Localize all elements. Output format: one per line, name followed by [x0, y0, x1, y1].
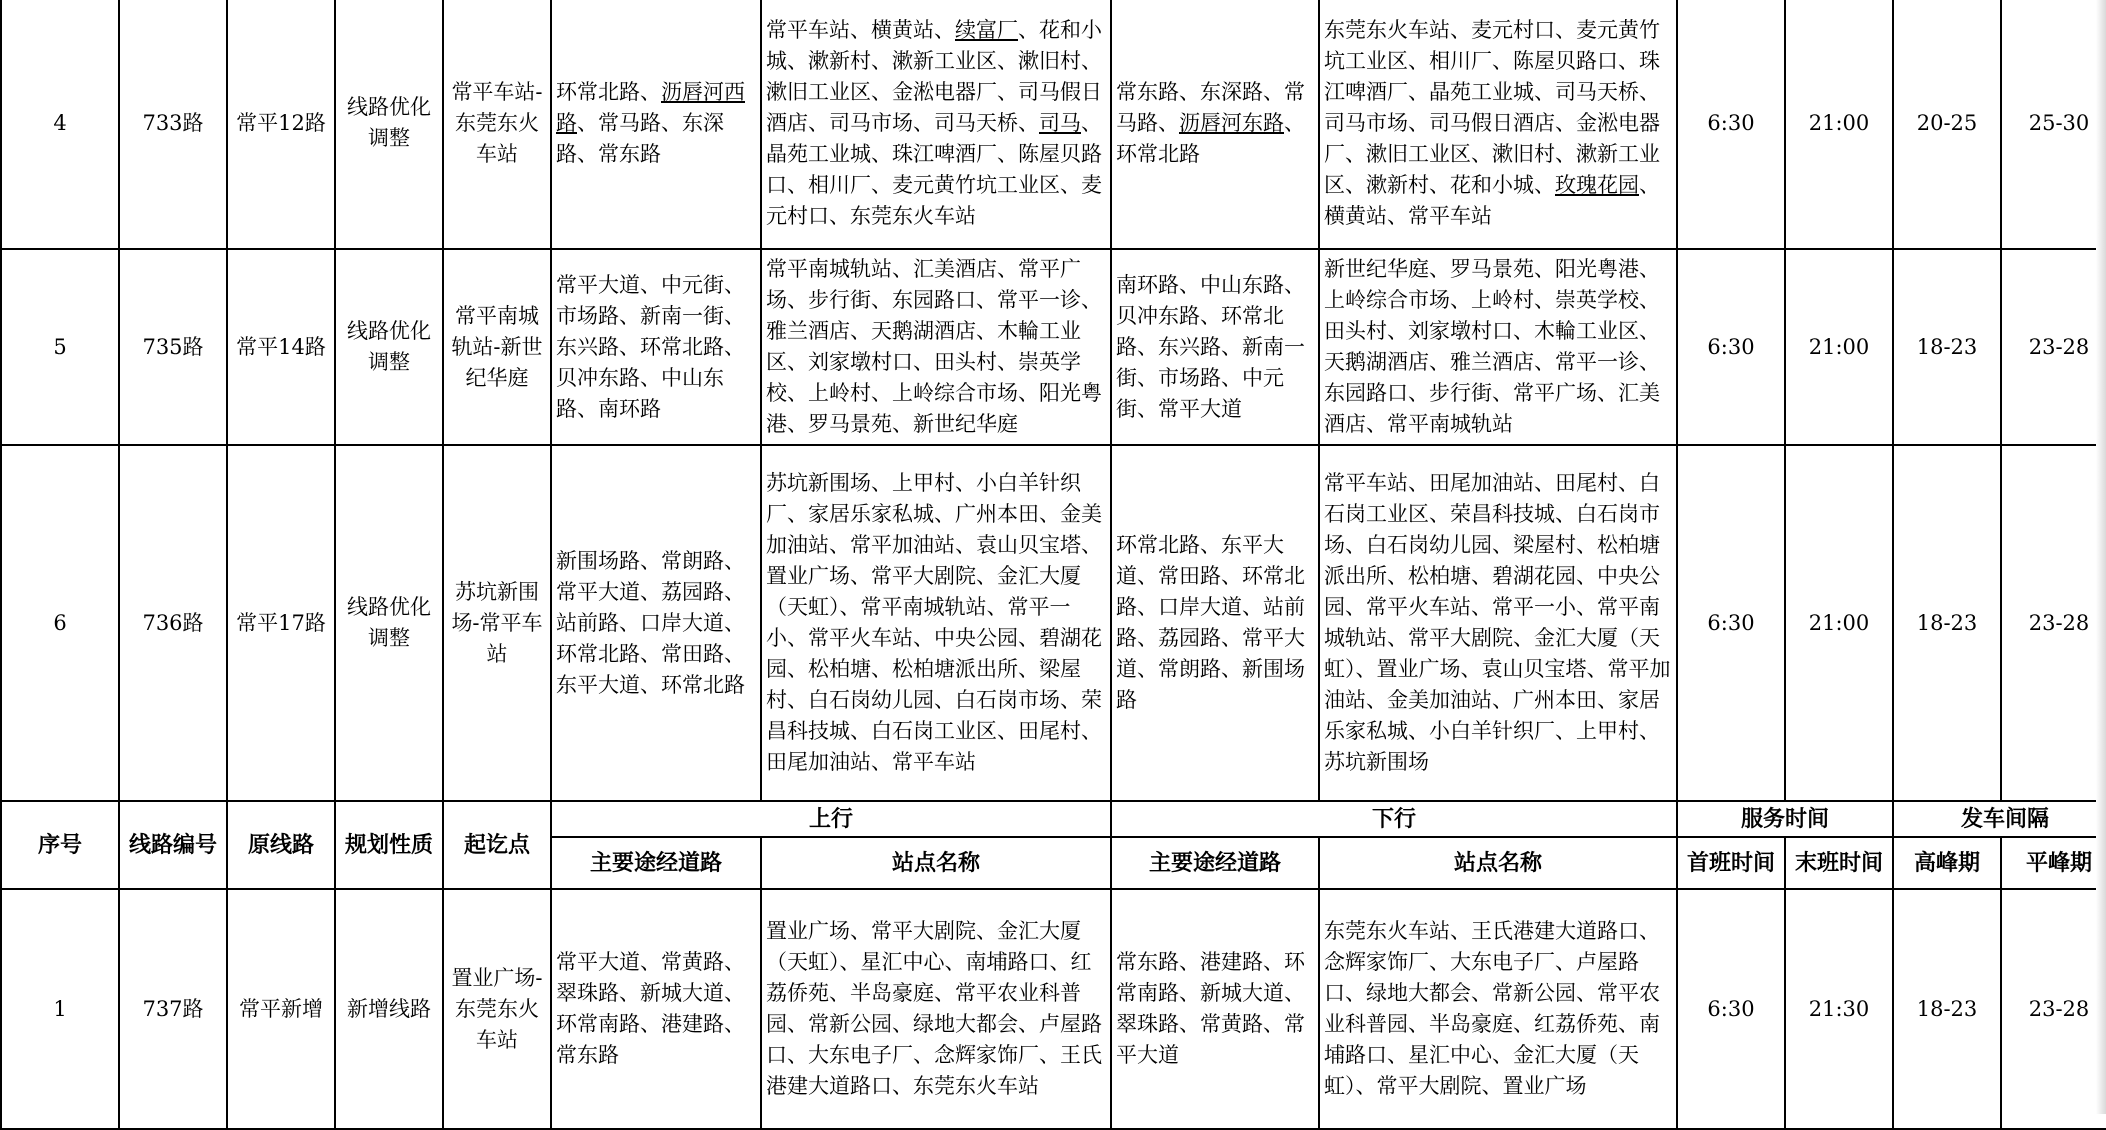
- cell-first-bus: 6:30: [1677, 889, 1785, 1129]
- cell-text: 常平大道、常黄路、翠珠路、新城大道、环常南路、港建路、常东路: [556, 950, 745, 1067]
- cell-peak: 18-23: [1893, 445, 2001, 801]
- cell-first-bus: 6:30: [1677, 0, 1785, 249]
- cell-offpeak: 23-28: [2001, 889, 2106, 1129]
- cell-terminals: 苏坑新围场-常平车站: [443, 445, 551, 801]
- cell-text: 、花和小城、漱新村、漱新工业区、漱旧村、漱旧工业区、金淞电器厂、司马假日酒店、司马市场、司马天桥、: [766, 17, 1102, 135]
- cell-nature: 线路优化调整: [335, 445, 443, 801]
- cell-text: 新围场路、常朗路、常平大道、荔园路、站前路、口岸大道、环常北路、常田路、东平大道、环常北路: [556, 548, 745, 697]
- cell-peak: 20-25: [1893, 0, 2001, 249]
- header-peak: 高峰期: [1893, 837, 2001, 889]
- cell-text: 、环常北路: [1116, 110, 1305, 166]
- cell-down-stops: [1319, 249, 1677, 445]
- cell-text: 置业广场、常平大剧院、金汇大厦（天虹）、星汇中心、南埔路口、红荔侨苑、半岛豪庭、常平农业科普园、常新公园、绿地大都会、卢屋路口、大东电子厂、念辉家饰厂、王氏港建大道路口、东莞东火车站: [766, 919, 1102, 1098]
- cell-first-bus: 6:30: [1677, 249, 1785, 445]
- cell-text: 常东路、东深路、常马路、: [1116, 79, 1305, 135]
- cell-offpeak: 25-30: [2001, 0, 2106, 249]
- underlined-text: 司马: [1039, 110, 1081, 135]
- header-down-roads: 主要途经道路: [1111, 837, 1319, 889]
- table-row: [1, 0, 2106, 249]
- cell-orig-route: 常平14路: [227, 249, 335, 445]
- cell-route-no: 737路: [119, 889, 227, 1129]
- cell-up-stops: [761, 445, 1111, 801]
- header-down-stops: 站点名称: [1319, 837, 1677, 889]
- cell-down-roads: [1111, 445, 1319, 801]
- cell-orig-route: 常平12路: [227, 0, 335, 249]
- cell-up-roads: [551, 889, 761, 1129]
- cell-up-roads: [551, 0, 761, 249]
- cell-route-no: 733路: [119, 0, 227, 249]
- cell-seq: 6: [1, 445, 119, 801]
- table-row: [1, 889, 2106, 1129]
- header-up: 上行: [551, 801, 1111, 837]
- cell-up-roads: [551, 249, 761, 445]
- cell-terminals: 常平车站-东莞东火车站: [443, 0, 551, 249]
- underlined-text: 沥唇河东路: [1179, 110, 1284, 135]
- cell-offpeak: 23-28: [2001, 249, 2106, 445]
- cell-down-roads: [1111, 249, 1319, 445]
- table-row: [1, 445, 2106, 801]
- underlined-text: 玫瑰花园: [1555, 172, 1639, 197]
- table-header: [1, 801, 2106, 889]
- cell-down-roads: [1111, 0, 1319, 249]
- cell-text: 、常马路、东深路、常东路: [556, 110, 724, 166]
- cell-down-stops: [1319, 0, 1677, 249]
- cell-orig-route: 常平新增: [227, 889, 335, 1129]
- cell-text: 苏坑新围场、上甲村、小白羊针织厂、家居乐家私城、广州本田、金美加油站、常平加油站、袁山贝宝塔、置业广场、常平大剧院、金汇大厦（天虹）、常平南城轨站、常平一小、常平火车站、中央公园、碧湖花园、松柏塘、松柏塘派出所、梁屋村、白石岗幼儿园、白石岗市场、荣昌科技城、白石岗工业区、田尾村、田尾加油站、常平车站: [766, 471, 1102, 774]
- cell-seq: 5: [1, 249, 119, 445]
- header-headway: 发车间隔: [1893, 801, 2106, 837]
- cell-seq: 1: [1, 889, 119, 1129]
- cell-text: 常平车站、横黄站、: [766, 17, 955, 42]
- cell-down-stops: [1319, 889, 1677, 1129]
- cell-text: 东莞东火车站、王氏港建大道路口、念辉家饰厂、大东电子厂、卢屋路口、绿地大都会、常新公园、常平农业科普园、半岛豪庭、红荔侨苑、南埔路口、星汇中心、金汇大厦（天虹）、常平大剧院、置业广场: [1324, 919, 1660, 1098]
- table-body-lower: [1, 889, 2106, 1129]
- underlined-text: 沥唇河西路: [556, 79, 745, 135]
- header-up-roads: 主要途经道路: [551, 837, 761, 889]
- cell-down-roads: [1111, 889, 1319, 1129]
- cell-up-roads: [551, 445, 761, 801]
- header-route-no: 线路编号: [119, 801, 227, 889]
- cell-last-bus: 21:00: [1785, 249, 1893, 445]
- header-terminals: 起讫点: [443, 801, 551, 889]
- cell-nature: 新增线路: [335, 889, 443, 1129]
- header-down: 下行: [1111, 801, 1677, 837]
- cell-up-stops: [761, 0, 1111, 249]
- cell-peak: 18-23: [1893, 889, 2001, 1129]
- page-edge-shadow: [2096, 0, 2106, 1114]
- header-offpeak: 平峰期: [2001, 837, 2106, 889]
- cell-orig-route: 常平17路: [227, 445, 335, 801]
- cell-last-bus: 21:30: [1785, 889, 1893, 1129]
- cell-terminals: 置业广场-东莞东火车站: [443, 889, 551, 1129]
- cell-route-no: 735路: [119, 249, 227, 445]
- cell-text: 环常北路、: [556, 79, 661, 104]
- cell-up-stops: [761, 249, 1111, 445]
- cell-text: 南环路、中山东路、贝冲东路、环常北路、东兴路、新南一街、市场路、中元街、常平大道: [1116, 272, 1305, 421]
- cell-up-stops: [761, 889, 1111, 1129]
- header-up-stops: 站点名称: [761, 837, 1111, 889]
- cell-terminals: 常平南城轨站-新世纪华庭: [443, 249, 551, 445]
- table-body-upper: [1, 0, 2106, 801]
- cell-nature: 线路优化调整: [335, 249, 443, 445]
- cell-seq: 4: [1, 0, 119, 249]
- cell-text: 、横黄站、常平车站: [1324, 172, 1660, 228]
- cell-offpeak: 23-28: [2001, 445, 2106, 801]
- cell-nature: 线路优化调整: [335, 0, 443, 249]
- cell-peak: 18-23: [1893, 249, 2001, 445]
- header-seq: 序号: [1, 801, 119, 889]
- header-orig-route: 原线路: [227, 801, 335, 889]
- header-nature: 规划性质: [335, 801, 443, 889]
- cell-text: 新世纪华庭、罗马景苑、阳光粤港、上岭综合市场、上岭村、崇英学校、田头村、刘家墩村口、木輪工业区、天鹅湖酒店、雅兰酒店、常平一诊、东园路口、步行街、常平广场、汇美酒店、常平南城轨站: [1324, 257, 1660, 436]
- cell-route-no: 736路: [119, 445, 227, 801]
- cell-last-bus: 21:00: [1785, 0, 1893, 249]
- underlined-text: 续富厂: [955, 17, 1018, 42]
- cell-down-stops: [1319, 445, 1677, 801]
- header-last-bus: 末班时间: [1785, 837, 1893, 889]
- table-row: [1, 249, 2106, 445]
- cell-text: 东莞东火车站、麦元村口、麦元黄竹坑工业区、相川厂、陈屋贝路口、珠江啤酒厂、晶苑工业城、司马天桥、司马市场、司马假日酒店、金淞电器厂、漱旧工业区、漱旧村、漱新工业区、漱新村、花和小城、: [1324, 17, 1660, 197]
- cell-last-bus: 21:00: [1785, 445, 1893, 801]
- cell-text: 常平车站、田尾加油站、田尾村、白石岗工业区、荣昌科技城、白石岗市场、白石岗幼儿园、梁屋村、松柏塘派出所、松柏塘、碧湖花园、中央公园、常平火车站、常平一小、常平南城轨站、常平大剧院、金汇大厦（天虹）、置业广场、袁山贝宝塔、常平加油站、金美加油站、广州本田、家居乐家私城、小白羊针织厂、上甲村、苏坑新围场: [1324, 471, 1671, 774]
- cell-text: 环常北路、东平大道、常田路、环常北路、口岸大道、站前路、荔园路、常平大道、常朗路、新围场路: [1116, 533, 1305, 712]
- cell-text: 常东路、港建路、环常南路、新城大道、翠珠路、常黄路、常平大道: [1116, 950, 1305, 1067]
- cell-text: 常平大道、中元街、市场路、新南一街、东兴路、环常北路、贝冲东路、中山东路、南环路: [556, 272, 745, 421]
- header-first-bus: 首班时间: [1677, 837, 1785, 889]
- cell-text: 、晶苑工业城、珠江啤酒厂、陈屋贝路口、相川厂、麦元黄竹坑工业区、麦元村口、东莞东火车站: [766, 110, 1102, 228]
- cell-text: 常平南城轨站、汇美酒店、常平广场、步行街、东园路口、常平一诊、雅兰酒店、天鹅湖酒店、木輪工业区、刘家墩村口、田头村、崇英学校、上岭村、上岭综合市场、阳光粤港、罗马景苑、新世纪华庭: [766, 257, 1102, 436]
- header-service-time: 服务时间: [1677, 801, 1893, 837]
- cell-first-bus: 6:30: [1677, 445, 1785, 801]
